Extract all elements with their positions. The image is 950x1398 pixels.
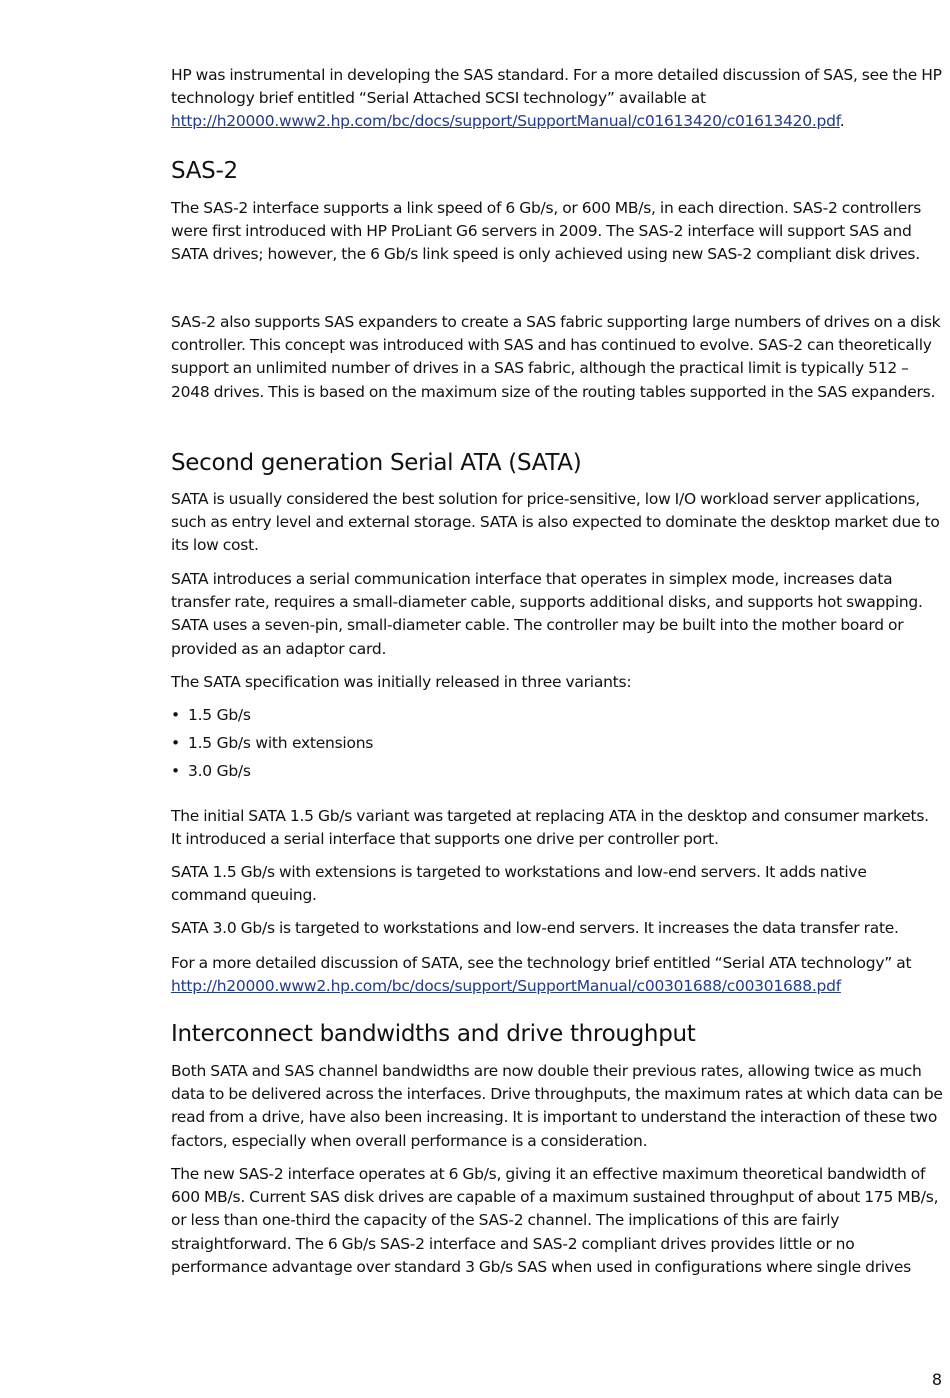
list-item	[171, 704, 373, 732]
intro-period: .	[839, 112, 845, 131]
paragraph-text: SAS-2 also supports SAS expanders to create a SAS fabric supporting large numbers of drives on a disk controller. This concept was introduced with SAS and has continued to evolve. SAS-2 can theoretically support an unlimited number of drives in a SAS fabric, although the practical limit is typically 512 – 2048 drives. This is based on the maximum size of the routing tables supported in the SAS expanders.	[171, 313, 941, 401]
sata-brief-link[interactable]: http://h20000.www2.hp.com/bc/docs/support/SupportManual/c00301688/c00301688.pdf	[171, 977, 841, 996]
list-item-text: 1.5 Gb/s	[188, 706, 251, 724]
bullet-icon: •	[171, 762, 180, 780]
sata-paragraph-4	[171, 805, 943, 851]
sata-paragraph-1	[171, 488, 943, 558]
list-item	[171, 732, 373, 760]
list-item-text: 1.5 Gb/s with extensions	[188, 734, 374, 752]
intro-paragraph	[171, 64, 943, 134]
intro-text: HP was instrumental in developing the SAS standard. For a more detailed discussion of SAS, see the HP technology brief entitled “Serial Attached SCSI technology” available at	[171, 66, 942, 108]
more-info-text: For a more detailed discussion of SATA, see the technology brief entitled “Serial ATA technology” at	[171, 954, 912, 972]
paragraph-text: SATA 3.0 Gb/s is targeted to workstations and low-end servers. It increases the data transfer rate.	[171, 919, 899, 937]
list-item-text: 3.0 Gb/s	[188, 762, 251, 780]
list-item	[171, 760, 373, 788]
paragraph-text: Both SATA and SAS channel bandwidths are now double their previous rates, allowing twice as much data to be delivered across the interfaces. Drive throughputs, the maximum rates at which data can be read from a drive, have also been increasing. It is important to understand the interaction of these two factors, especially when overall performance is a consideration.	[171, 1062, 943, 1150]
sata-paragraph-2	[171, 568, 943, 661]
paragraph-text: The new SAS-2 interface operates at 6 Gb/s, giving it an effective maximum theoretical bandwidth of 600 MB/s. Current SAS disk drives are capable of a maximum sustained throughput of about 175 MB/s, or less than one-third the capacity of the SAS-2 channel. The implications of this are fairly straightforward. The 6 Gb/s SAS-2 interface and SAS-2 compliant drives provides little or no performance advantage over standard 3 Gb/s SAS when used in configurations where single drives	[171, 1165, 939, 1276]
interconnect-paragraph-1	[171, 1060, 943, 1153]
sas2-paragraph-2	[171, 311, 943, 404]
sata-paragraph-6	[171, 917, 943, 940]
paragraph-text: SATA is usually considered the best solution for price-sensitive, low I/O workload server applications, such as entry level and external storage. SATA is also expected to dominate the desktop market due to its low cost.	[171, 490, 940, 555]
sas-brief-link[interactable]: http://h20000.www2.hp.com/bc/docs/support/SupportManual/c01613420/c01613420.pdf	[171, 112, 840, 131]
paragraph-text: The SAS-2 interface supports a link speed of 6 Gb/s, or 600 MB/s, in each direction. SAS-2 controllers were first introduced with HP ProLiant G6 servers in 2009. The SAS-2 interface will support SAS and SATA drives; however, the 6 Gb/s link speed is only achieved using new SAS-2 compliant disk drives.	[171, 199, 922, 264]
sata-paragraph-5	[171, 861, 943, 907]
sas2-paragraph-1	[171, 197, 943, 267]
section-heading-sata: Second generation Serial ATA (SATA)	[171, 450, 582, 476]
bullet-icon: •	[171, 734, 180, 752]
sata-more-info	[171, 952, 943, 998]
paragraph-text: SATA 1.5 Gb/s with extensions is targeted to workstations and low-end servers. It adds native command queuing.	[171, 863, 867, 905]
bullet-icon: •	[171, 706, 180, 724]
sata-paragraph-3	[171, 671, 943, 694]
page-number: 8	[931, 1370, 942, 1389]
section-heading-sas2: SAS-2	[171, 158, 238, 184]
paragraph-text: SATA introduces a serial communication interface that operates in simplex mode, increases data transfer rate, requires a small-diameter cable, supports additional disks, and supports hot swapping. SATA uses a seven-pin, small-diameter cable. The controller may be built into the mother board or provided as an adaptor card.	[171, 570, 923, 658]
paragraph-text: The SATA specification was initially released in three variants:	[171, 673, 632, 691]
section-heading-interconnect: Interconnect bandwidths and drive throughput	[171, 1021, 696, 1047]
sata-variant-list	[171, 704, 373, 788]
interconnect-paragraph-2	[171, 1163, 943, 1279]
paragraph-text: The initial SATA 1.5 Gb/s variant was targeted at replacing ATA in the desktop and consumer markets. It introduced a serial interface that supports one drive per controller port.	[171, 807, 929, 849]
